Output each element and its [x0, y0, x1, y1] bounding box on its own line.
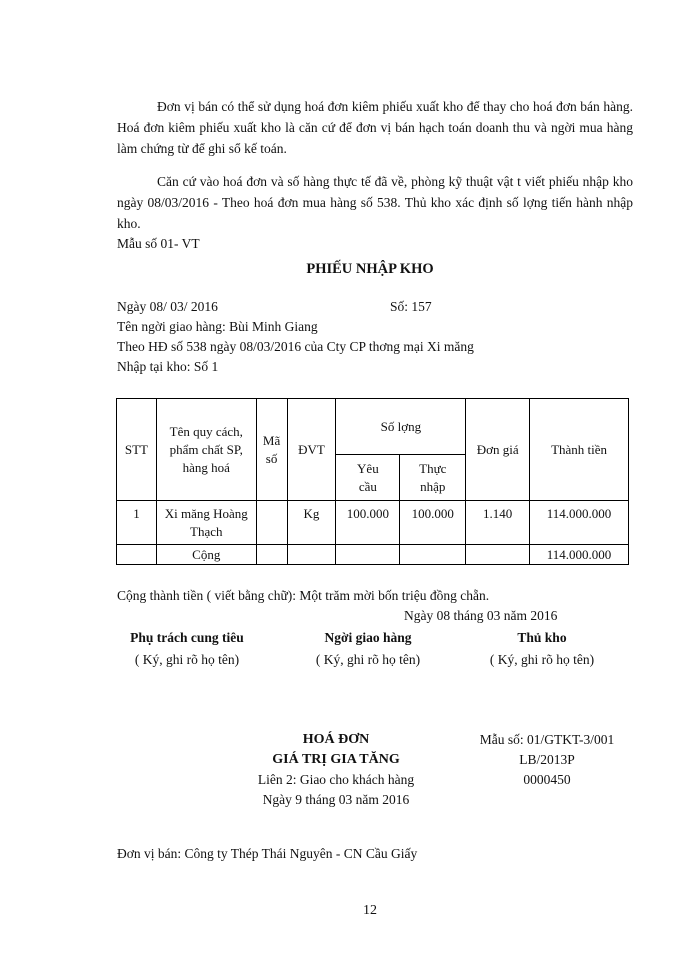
invoice-date: Ngày 9 tháng 03 năm 2016 — [262, 792, 410, 807]
header-quantity: Số lợng — [336, 399, 466, 455]
invoice-number: 0000450 — [523, 772, 571, 787]
receipt-date: Ngày 08/ 03/ 2016 — [117, 299, 218, 314]
cell-amount: 114.000.000 — [530, 501, 629, 545]
page-number: 12 — [363, 903, 377, 918]
warehouse: Nhập tại kho: Số 1 — [117, 359, 219, 374]
invoice-reference: Theo HĐ số 538 ngày 08/03/2016 của Cty CP thơng mại Xi măng — [117, 339, 474, 354]
total-in-words: Cộng thành tiền ( viết bằng chữ): Một trăm mời bốn triệu đồng chẵn. — [117, 588, 490, 603]
intro-paragraph-2: Căn cứ vào hoá đơn và số hàng thực tế đã về, phòng kỹ thuật vật t viết phiếu nhập kho ngày 08/03/2016 - Theo hoá đơn mua hàng số 538. Thủ kho xác định số lợng tiến hành nhập kho. — [117, 174, 633, 231]
signature-block-deliverer — [278, 627, 458, 671]
intro-text — [117, 96, 633, 234]
cell-unit-price: 1.140 — [466, 501, 530, 545]
signer-role: Ngời giao hàng — [324, 630, 412, 645]
signer-role: Thủ kho — [517, 630, 567, 645]
signer-note: ( Ký, ghi rõ họ tên) — [134, 652, 240, 667]
cell-qty-actual: 100.000 — [400, 501, 466, 545]
header-unit-price: Đơn giá — [466, 399, 530, 501]
table-total-row — [117, 545, 629, 565]
cell-code — [256, 501, 287, 545]
receipt-number: Số: 157 — [390, 299, 432, 314]
signer-role: Phụ trách cung tiêu — [130, 630, 244, 645]
header-qty-actual: Thực nhập — [400, 455, 466, 501]
cell-unit: Kg — [287, 501, 336, 545]
seller: Đơn vị bán: Công ty Thép Thái Nguyên - CN Cầu Giấy — [117, 846, 418, 861]
signer-note: ( Ký, ghi rõ họ tên) — [489, 652, 595, 667]
receipt-table — [116, 398, 629, 565]
header-amount: Thành tiền — [530, 399, 629, 501]
invoice-copy: Liên 2: Giao cho khách hàng — [257, 772, 415, 787]
header-product-name: Tên quy cách, phẩm chất SP, hàng hoá — [156, 399, 256, 501]
header-code: Mã số — [256, 399, 287, 501]
invoice-form-code: Mẫu số: 01/GTKT-3/001 — [479, 732, 615, 747]
invoice-serial: LB/2013P — [519, 752, 575, 767]
header-unit: ĐVT — [287, 399, 336, 501]
deliverer-name: Tên ngời giao hàng: Bùi Minh Giang — [117, 319, 318, 334]
header-qty-requested: Yêu cầu — [336, 455, 400, 501]
total-amount: 114.000.000 — [530, 545, 629, 565]
intro-paragraph-1: Đơn vị bán có thể sử dụng hoá đơn kiêm phiếu xuất kho để thay cho hoá đơn bán hàng. Hoá đơn kiêm phiếu xuất kho là căn cứ để đơn vị bán hạch toán doanh thu và ngời mua hàng làm chứng từ để ghi sổ kế toán. — [117, 99, 633, 156]
cell-stt: 1 — [117, 501, 157, 545]
total-label: Cộng — [156, 545, 256, 565]
signer-note: ( Ký, ghi rõ họ tên) — [315, 652, 421, 667]
invoice-title: HOÁ ĐƠN — [302, 732, 370, 747]
form-code: Mẫu số 01- VT — [117, 236, 200, 251]
signature-block-purchasing — [97, 627, 277, 671]
table-row — [117, 501, 629, 545]
header-stt: STT — [117, 399, 157, 501]
cell-qty-requested: 100.000 — [336, 501, 400, 545]
signature-block-storekeeper — [452, 627, 632, 671]
cell-product-name: Xi măng Hoàng Thạch — [156, 501, 256, 545]
invoice-subtitle: GIÁ TRỊ GIA TĂNG — [272, 752, 400, 767]
signing-date: Ngày 08 tháng 03 năm 2016 — [404, 608, 558, 623]
document-title: PHIẾU NHẬP KHO — [306, 261, 434, 277]
